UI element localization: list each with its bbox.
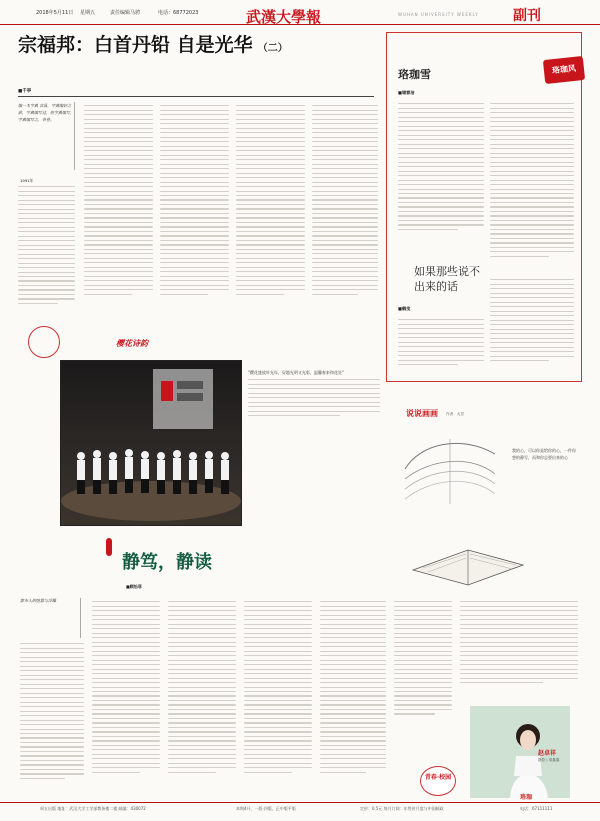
sidebar-col1-text — [398, 100, 484, 240]
reading-col5 — [320, 598, 386, 796]
masthead-date: 2018年5月11日 — [36, 10, 74, 16]
qingchun-badge: 青春·校园 — [420, 766, 456, 796]
reading-intro: 都市人的喧嚣与浮躁 — [20, 598, 81, 638]
masthead-weekday: 星期五 — [80, 10, 96, 16]
stage-photo-svg — [61, 361, 241, 525]
reading-col3 — [168, 598, 236, 796]
main-article-part: （二） — [257, 43, 288, 54]
sidebar-col2-author: ■鹤曳 — [398, 306, 411, 311]
masthead-editor: 马骋 — [130, 10, 141, 16]
main-article-col5 — [312, 102, 378, 310]
book-illustration — [408, 530, 528, 590]
reading-title-ornament — [106, 538, 112, 556]
reading-title: 静笃，静读 — [122, 552, 212, 573]
main-article-author: ■千亭 — [18, 89, 32, 94]
divider — [18, 96, 374, 97]
photo-caption-block — [248, 370, 380, 520]
english-name: WUHAN UNIVERSITY WEEKLY — [398, 12, 479, 17]
reading-col4 — [244, 598, 312, 796]
girl-photo-caption: 摄影 | 胡鑫鑫 — [538, 758, 560, 762]
main-article-title: 宗福邦：白首丹铅 自是光华 — [18, 34, 253, 56]
reading-author: ■顾怡菲 — [126, 584, 142, 589]
footer-mid: 本期4开，一版·四版，正中版平版 — [236, 806, 296, 811]
sidebar-badge: 珞珈风 — [543, 56, 585, 84]
masthead — [0, 6, 600, 25]
photo-caption: "樱花盛放叶光年，穿越光明又光彩，温馨春来和花处" — [248, 370, 344, 375]
sketch-svg — [400, 424, 500, 514]
footer-logo: 珞珈 — [520, 794, 533, 801]
sketch-caption: 我的心，可以你是给你的心，一件你想的静写，而和你总要出来的心 — [512, 448, 576, 460]
footer-rule — [0, 802, 600, 803]
main-article-col3 — [160, 102, 229, 310]
main-article-col2 — [84, 102, 153, 310]
reading-col2 — [92, 598, 160, 796]
main-article-intro: 编一本字典 容易，字典编好之前，字典编写过，但字典编写，字典编写之，各卷。 — [18, 102, 75, 170]
section-tag: 副刊 — [513, 8, 541, 24]
main-article-col1 — [18, 183, 75, 311]
sidebar-col1-author: ■谢春洁 — [398, 90, 415, 95]
stage-photo — [60, 360, 242, 526]
reading-col6 — [394, 598, 452, 738]
logo-text: 武漢大學報 — [246, 8, 322, 26]
footer-right: 定价：0.5元 每月订阅：年售价月度与中国邮政 — [360, 806, 444, 811]
photo-section-badge — [28, 326, 60, 358]
girl-photo-name: 赵卓祥 — [538, 750, 557, 757]
masthead-phone: 电话：68772023 — [158, 10, 199, 16]
sketch-label: 说说画画 — [406, 409, 438, 418]
photo-section-label: 樱花诗韵 — [116, 339, 148, 348]
sketch-author: 作者：大昱 — [446, 412, 464, 416]
footer-left: 周五出版 地址：武汉大学工学部教务楼二楼 邮编：430072 — [40, 806, 146, 811]
sidebar-col2b-text — [490, 276, 574, 378]
sidebar-col1-title: 珞珈雪 — [398, 68, 431, 81]
main-article-title-block — [18, 30, 288, 57]
main-article-body-start: 1991年 — [20, 178, 34, 183]
reading-col7 — [460, 598, 578, 704]
reading-col1 — [20, 640, 84, 796]
footer-phone: 电话：67111111 — [520, 806, 553, 811]
main-article-col4 — [236, 102, 305, 310]
sidebar-col2-title: 如果那些说不出来的话 — [414, 265, 480, 293]
book-svg — [408, 530, 528, 590]
masthead-section: 责任编辑 — [110, 10, 131, 16]
sidebar-col2-text — [398, 316, 484, 378]
sidebar-col1b-text — [490, 100, 574, 270]
sketch-image — [400, 424, 500, 514]
